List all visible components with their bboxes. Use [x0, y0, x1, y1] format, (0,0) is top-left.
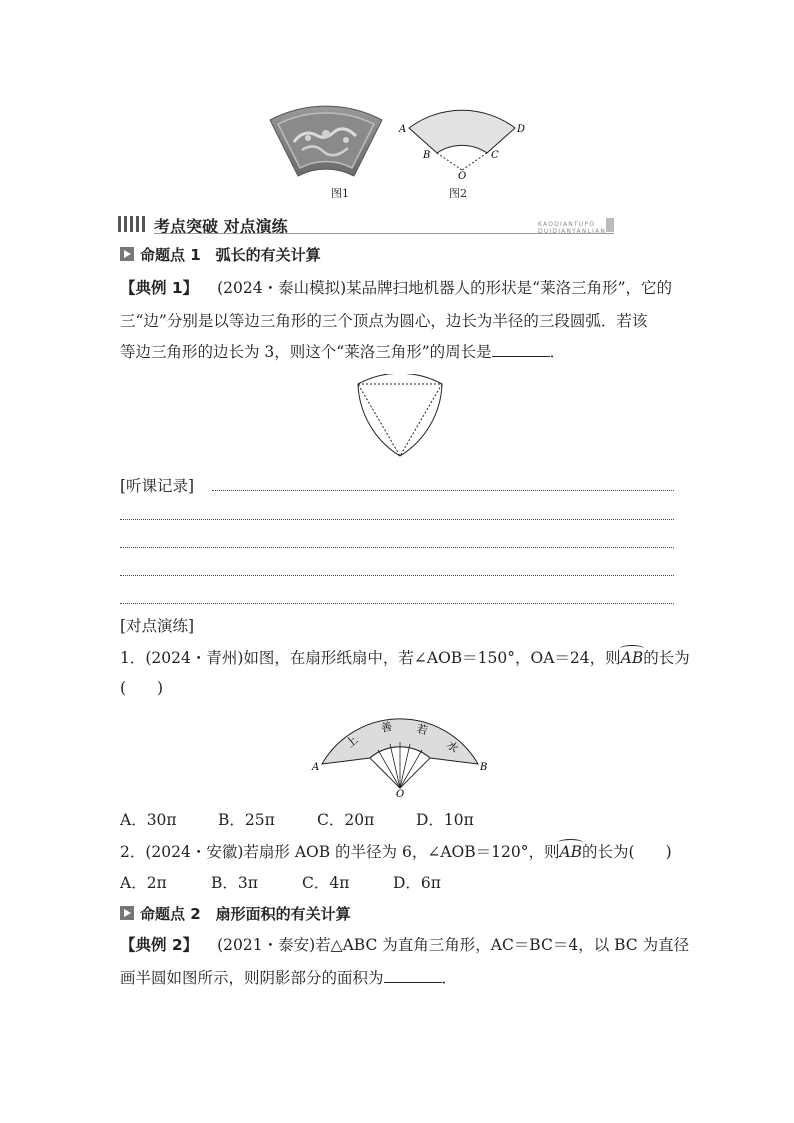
- notes-line-2[interactable]: [120, 519, 674, 520]
- topic2-heading-text: 命题点 2 扇形面积的有关计算: [140, 905, 351, 923]
- q1-option-b[interactable]: B．25π: [218, 811, 275, 829]
- answer-blank[interactable]: [492, 342, 550, 357]
- q1-option-c[interactable]: C．20π: [317, 811, 375, 829]
- notes-line-3[interactable]: [120, 547, 674, 548]
- fig2-caption: 图2: [449, 187, 467, 200]
- section-header: [118, 213, 614, 235]
- q2-text-end: 的长为( ): [582, 843, 672, 861]
- fig1-carved-fan: [266, 98, 386, 180]
- fan-char-1: 上: [343, 733, 361, 751]
- q1-arc-ab: AB: [620, 649, 644, 667]
- notes-line-5[interactable]: [120, 603, 674, 604]
- example1-line1: [120, 278, 672, 298]
- fig2-label-B: B: [423, 150, 431, 161]
- section-underline: [154, 233, 614, 234]
- example2-line1: [120, 935, 689, 955]
- example1-text3: 等边三角形的边长为 3，则这个“莱洛三角形”的周长是: [120, 343, 492, 361]
- fig2-label-A: A: [399, 124, 407, 135]
- q2-text: 2．(2024・安徽)若扇形 AOB 的半径为 6，∠AOB＝120°，则: [120, 843, 560, 861]
- example1-line3: [120, 342, 565, 362]
- fan-char-4: 水: [444, 738, 461, 756]
- answer-blank-2[interactable]: [384, 968, 442, 983]
- example1-label: 【典例 1】: [120, 279, 199, 297]
- fig2-label-D: D: [517, 124, 526, 135]
- fig1-caption: 图1: [331, 187, 349, 200]
- reuleaux-triangle-figure: [350, 374, 450, 460]
- play-triangle-icon-2: [120, 906, 134, 920]
- fan-label-B: B: [480, 762, 488, 773]
- fig2-label-O: O: [458, 171, 467, 180]
- fan-char-3: 若: [415, 722, 429, 738]
- fan-char-2: 善: [379, 719, 394, 735]
- q1-option-d[interactable]: D．10π: [416, 811, 474, 829]
- notes-line-4[interactable]: [120, 575, 674, 576]
- section-end-block: [606, 218, 614, 232]
- q1-text-end: 的长为: [643, 649, 690, 667]
- example2-text2-end: ．: [441, 969, 458, 987]
- topic2-heading: [120, 904, 351, 924]
- notes-label: [听课记录]: [120, 477, 195, 495]
- section-pinyin: KAODIANTUPO DUIDIANYANLIAN: [538, 221, 607, 235]
- q2-arc-ab: AB: [559, 843, 583, 861]
- example2-label: 【典例 2】: [120, 936, 199, 954]
- q2-option-d[interactable]: D．6π: [393, 874, 441, 892]
- paper-fan-figure: [310, 700, 490, 798]
- example2-text2: 画半圆如图所示，则阴影部分的面积为: [120, 969, 384, 987]
- practice-label: [对点演练]: [120, 617, 195, 635]
- q1-paren: ( ): [120, 679, 164, 697]
- notes-line-1[interactable]: [212, 490, 674, 491]
- example1-text3-end: ．: [549, 343, 566, 361]
- q2-line1: [120, 842, 672, 862]
- fan-label-O: O: [396, 789, 405, 798]
- example2-line2: [120, 968, 457, 988]
- q1-option-a[interactable]: A．30π: [120, 811, 177, 829]
- topic1-heading: [120, 245, 321, 265]
- q2-option-a[interactable]: A．2π: [120, 874, 167, 892]
- example1-text1: (2024・泰山模拟)某品牌扫地机器人的形状是“莱洛三角形”，它的: [217, 279, 673, 297]
- example2-text1: (2021・泰安)若△ABC 为直角三角形，AC＝BC＝4，以 BC 为直径: [217, 936, 690, 954]
- q1-text: 1．(2024・青州)如图，在扇形纸扇中，若∠AOB＝150°，OA＝24，则: [120, 649, 621, 667]
- fan-label-A: A: [312, 762, 320, 773]
- fig2-fan-diagram: [395, 98, 530, 180]
- fig2-label-C: C: [491, 150, 499, 161]
- play-triangle-icon: [120, 247, 134, 261]
- section-bars-icon: [118, 216, 148, 232]
- q2-option-c[interactable]: C．4π: [302, 874, 350, 892]
- q2-option-b[interactable]: B．3π: [211, 874, 258, 892]
- topic1-heading-text: 命题点 1 弧长的有关计算: [140, 246, 321, 264]
- section-title: 考点突破 对点演练: [154, 217, 288, 236]
- q1-line1: [120, 648, 690, 668]
- example1-line2: 三“边”分别是以等边三角形的三个顶点为圆心，边长为半径的三段圆弧．若该: [120, 312, 648, 330]
